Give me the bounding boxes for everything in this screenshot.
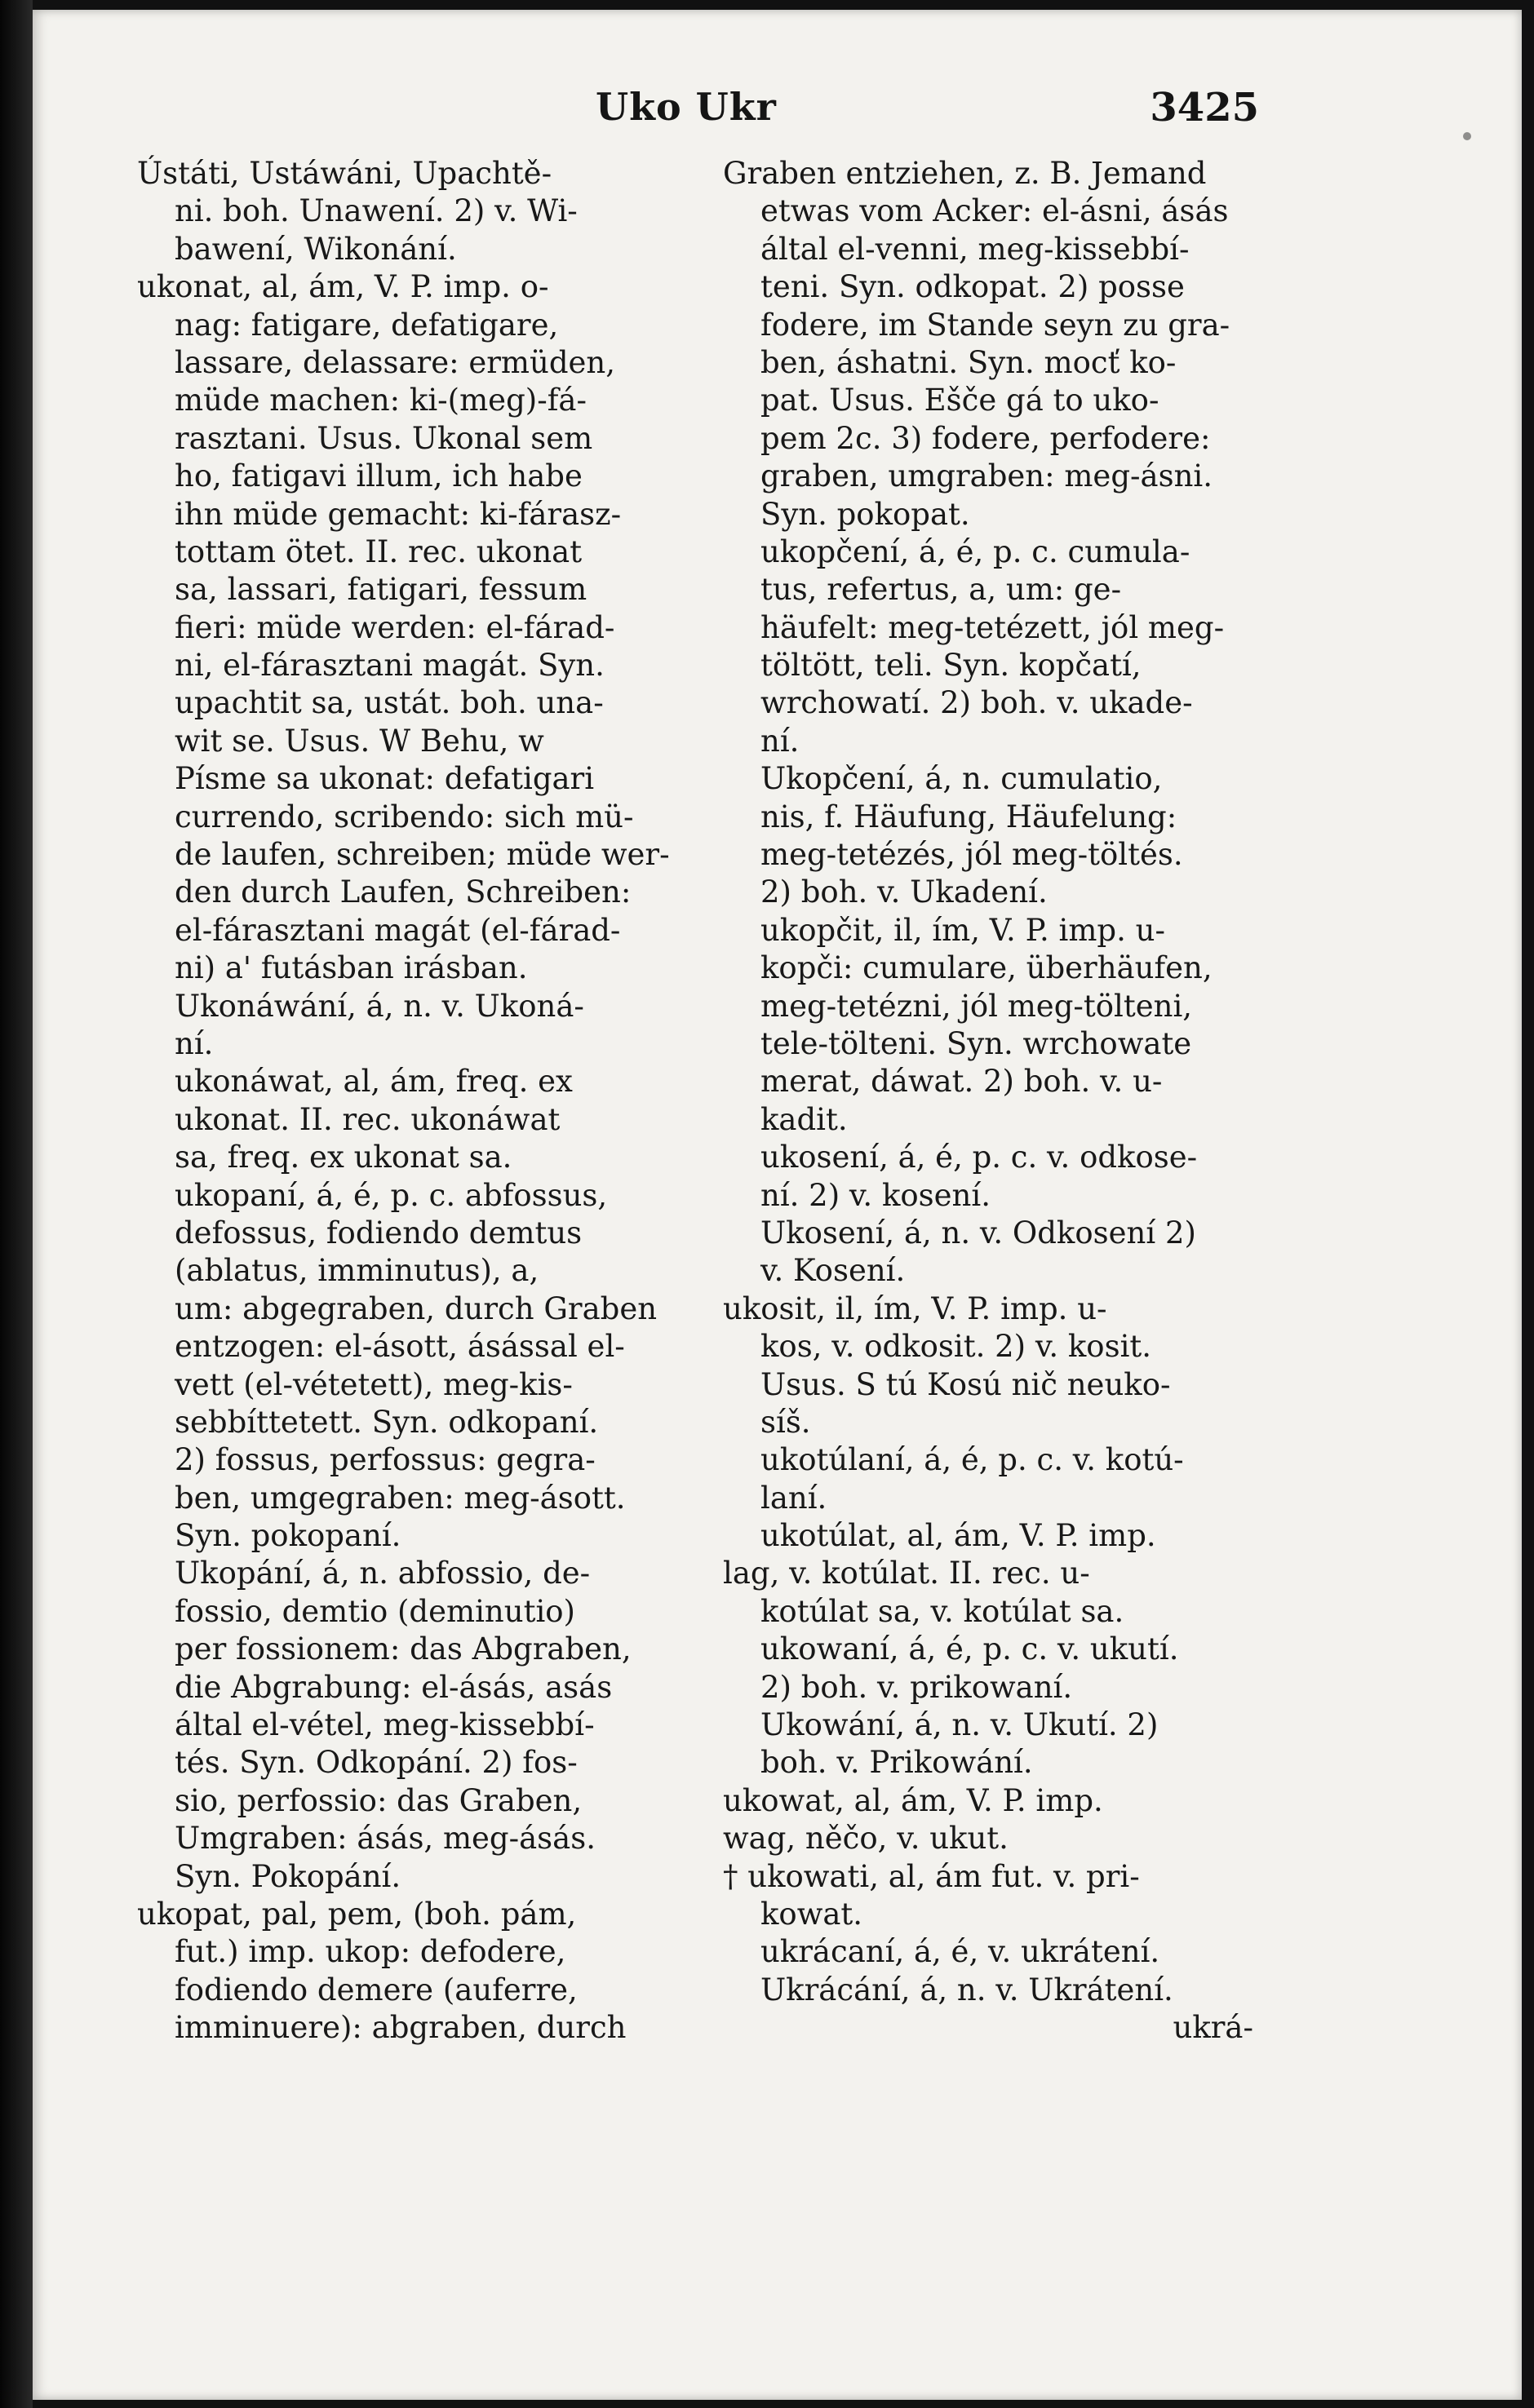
text-line: ukonat, al, ám, V. P. imp. o- bbox=[137, 269, 549, 305]
text-line: pat. Usus. Ešče gá to uko- bbox=[760, 383, 1159, 418]
text-line: teni. Syn. odkopat. 2) posse bbox=[760, 269, 1185, 305]
page-number: 3425 bbox=[1150, 85, 1259, 131]
text-line: ukonáwat, al, ám, freq. ex bbox=[175, 1064, 573, 1100]
scan-edge bbox=[0, 0, 33, 2408]
text-line: kowat. bbox=[760, 1896, 863, 1932]
text-line: ukopčit, il, ím, V. P. imp. u- bbox=[760, 912, 1165, 948]
text-line: graben, umgraben: meg-ásni. bbox=[760, 458, 1213, 494]
text-line: fieri: müde werden: el-fárad- bbox=[175, 609, 615, 645]
right-column bbox=[723, 155, 1278, 2047]
text-line: sio, perfossio: das Graben, bbox=[175, 1782, 583, 1818]
text-line: vett (el-vétetett), meg-kis- bbox=[175, 1366, 573, 1402]
text-line: pem 2c. 3) fodere, perfodere: bbox=[760, 420, 1211, 456]
text-line: tés. Syn. Odkopání. 2) fos- bbox=[175, 1745, 578, 1781]
dictionary-page bbox=[33, 10, 1522, 2400]
text-line: kos, v. odkosit. 2) v. kosit. bbox=[760, 1329, 1152, 1365]
text-line: Písme sa ukonat: defatigari bbox=[175, 761, 595, 797]
text-line: sa, freq. ex ukonat sa. bbox=[175, 1140, 512, 1175]
text-line: síš. bbox=[760, 1404, 811, 1440]
text-line: ihn müde gemacht: ki-fárasz- bbox=[175, 496, 622, 532]
text-line: meg-tetézés, jól meg-töltés. bbox=[760, 837, 1183, 873]
text-line: ben, umgegraben: meg-ásott. bbox=[175, 1480, 626, 1516]
text-line: által el-venni, meg-kissebbí- bbox=[760, 231, 1190, 267]
text-line: ukosit, il, ím, V. P. imp. u- bbox=[723, 1290, 1107, 1326]
text-line: ukrá- bbox=[1173, 2010, 1253, 2046]
text-line: Ukosení, á, n. v. Odkosení 2) bbox=[760, 1215, 1196, 1250]
text-line: ukowat, al, ám, V. P. imp. bbox=[723, 1782, 1103, 1818]
text-line: Ústáti, Ustáwáni, Upachtě- bbox=[137, 156, 552, 191]
text-line: ukopat, pal, pem, (boh. pám, bbox=[137, 1896, 577, 1932]
text-line: die Abgrabung: el-ásás, asás bbox=[175, 1669, 613, 1705]
text-line: wag, něčo, v. ukut. bbox=[723, 1821, 1009, 1857]
text-line: 2) boh. v. Ukadení. bbox=[760, 874, 1048, 910]
text-line: kotúlat sa, v. kotúlat sa. bbox=[760, 1593, 1124, 1629]
text-line: ukosení, á, é, p. c. v. odkose- bbox=[760, 1140, 1198, 1175]
text-line: tele-tölteni. Syn. wrchowate bbox=[760, 1025, 1192, 1061]
text-line: sa, lassari, fatigari, fessum bbox=[175, 572, 587, 608]
text-line: um: abgegraben, durch Graben bbox=[175, 1290, 658, 1326]
text-line: Syn. Pokopání. bbox=[175, 1858, 401, 1894]
text-line: 2) boh. v. prikowaní. bbox=[760, 1669, 1073, 1705]
text-line: fodiendo demere (auferre, bbox=[175, 1972, 578, 2007]
text-line: Ukonáwání, á, n. v. Ukoná- bbox=[175, 988, 584, 1024]
text-line: ben, áshatni. Syn. mocť ko- bbox=[760, 344, 1177, 380]
text-line: nis, f. Häufung, Häufelung: bbox=[760, 799, 1177, 834]
text-line: ukopaní, á, é, p. c. abfossus, bbox=[175, 1177, 608, 1213]
text-line: wit se. Usus. W Behu, w bbox=[175, 723, 544, 759]
text-line: Ukowání, á, n. v. Ukutí. 2) bbox=[760, 1707, 1159, 1743]
text-line: meg-tetézni, jól meg-tölteni, bbox=[760, 988, 1193, 1024]
running-head: Uko Ukr bbox=[596, 85, 777, 129]
text-line: merat, dáwat. 2) boh. v. u- bbox=[760, 1064, 1163, 1100]
text-line: ni. boh. Unawení. 2) v. Wi- bbox=[175, 193, 578, 229]
text-line: den durch Laufen, Schreiben: bbox=[175, 874, 632, 910]
text-line: 2) fossus, perfossus: gegra- bbox=[175, 1442, 596, 1478]
text-line: (ablatus, imminutus), a, bbox=[175, 1253, 539, 1289]
text-line: sebbíttetett. Syn. odkopaní. bbox=[175, 1404, 599, 1440]
text-line: kadit. bbox=[760, 1101, 848, 1137]
text-line: per fossionem: das Abgraben, bbox=[175, 1631, 632, 1667]
page-header bbox=[33, 85, 1522, 142]
text-line: rasztani. Usus. Ukonal sem bbox=[175, 420, 593, 456]
text-line: defossus, fodiendo demtus bbox=[175, 1215, 583, 1250]
text-line: † ukowati, al, ám fut. v. pri- bbox=[723, 1858, 1140, 1894]
text-line: ho, fatigavi illum, ich habe bbox=[175, 458, 583, 494]
text-line: fodere, im Stande seyn zu gra- bbox=[760, 307, 1230, 343]
text-line: müde machen: ki-(meg)-fá- bbox=[175, 383, 587, 418]
text-line: currendo, scribendo: sich mü- bbox=[175, 799, 634, 834]
text-line: ukotúlat, al, ám, V. P. imp. bbox=[760, 1518, 1156, 1554]
text-line: Ukopčení, á, n. cumulatio, bbox=[760, 761, 1163, 797]
text-line: fossio, demtio (deminutio) bbox=[175, 1593, 575, 1629]
text-line: ukrácaní, á, é, v. ukrátení. bbox=[760, 1934, 1160, 1970]
text-line: tottam ötet. II. rec. ukonat bbox=[175, 533, 583, 569]
text-line: ukotúlaní, á, é, p. c. v. kotú- bbox=[760, 1442, 1184, 1478]
text-line: Syn. pokopat. bbox=[760, 496, 970, 532]
text-line: ukonat. II. rec. ukonáwat bbox=[175, 1101, 561, 1137]
text-line: Ukopání, á, n. abfossio, de- bbox=[175, 1556, 591, 1591]
text-line: ní. bbox=[175, 1025, 214, 1061]
text-line: ni) a' futásban irásban. bbox=[175, 950, 528, 986]
text-line: nag: fatigare, defatigare, bbox=[175, 307, 559, 343]
text-line: Umgraben: ásás, meg-ásás. bbox=[175, 1821, 596, 1857]
text-line: häufelt: meg-tetézett, jól meg- bbox=[760, 609, 1225, 645]
text-line: által el-vétel, meg-kissebbí- bbox=[175, 1707, 595, 1743]
text-line: entzogen: el-ásott, ásással el- bbox=[175, 1329, 625, 1365]
text-line: ní. bbox=[760, 723, 800, 759]
text-line: boh. v. Prikowání. bbox=[760, 1745, 1033, 1781]
text-line: ukowaní, á, é, p. c. v. ukutí. bbox=[760, 1631, 1179, 1667]
text-line: upachtit sa, ustát. boh. una- bbox=[175, 685, 604, 721]
text-line: wrchowatí. 2) boh. v. ukade- bbox=[760, 685, 1193, 721]
text-line: lassare, delassare: ermüden, bbox=[175, 344, 616, 380]
text-line: el-fárasztani magát (el-fárad- bbox=[175, 912, 621, 948]
text-line: Syn. pokopaní. bbox=[175, 1518, 401, 1554]
text-line: de laufen, schreiben; müde wer- bbox=[175, 837, 670, 873]
text-line: etwas vom Acker: el-ásni, ásás bbox=[760, 193, 1229, 229]
text-line: ní. 2) v. kosení. bbox=[760, 1177, 991, 1213]
text-line: Graben entziehen, z. B. Jemand bbox=[723, 156, 1207, 191]
text-line: töltött, teli. Syn. kopčatí, bbox=[760, 648, 1142, 684]
text-line: Usus. S tú Kosú nič neuko- bbox=[760, 1366, 1171, 1402]
text-line: fut.) imp. ukop: defodere, bbox=[175, 1934, 566, 1970]
text-line: Ukrácání, á, n. v. Ukrátení. bbox=[760, 1972, 1173, 2007]
text-line: imminuere): abgraben, durch bbox=[175, 2010, 627, 2046]
text-line: tus, refertus, a, um: ge- bbox=[760, 572, 1122, 608]
left-column bbox=[137, 155, 692, 2047]
text-line: laní. bbox=[760, 1480, 827, 1516]
text-line: ukopčení, á, é, p. c. cumula- bbox=[760, 533, 1190, 569]
text-line: bawení, Wikonání. bbox=[175, 231, 457, 267]
text-line: kopči: cumulare, überhäufen, bbox=[760, 950, 1213, 986]
text-line: lag, v. kotúlat. II. rec. u- bbox=[723, 1556, 1090, 1591]
text-line: ni, el-fárasztani magát. Syn. bbox=[175, 648, 605, 684]
text-line: v. Kosení. bbox=[760, 1253, 906, 1289]
